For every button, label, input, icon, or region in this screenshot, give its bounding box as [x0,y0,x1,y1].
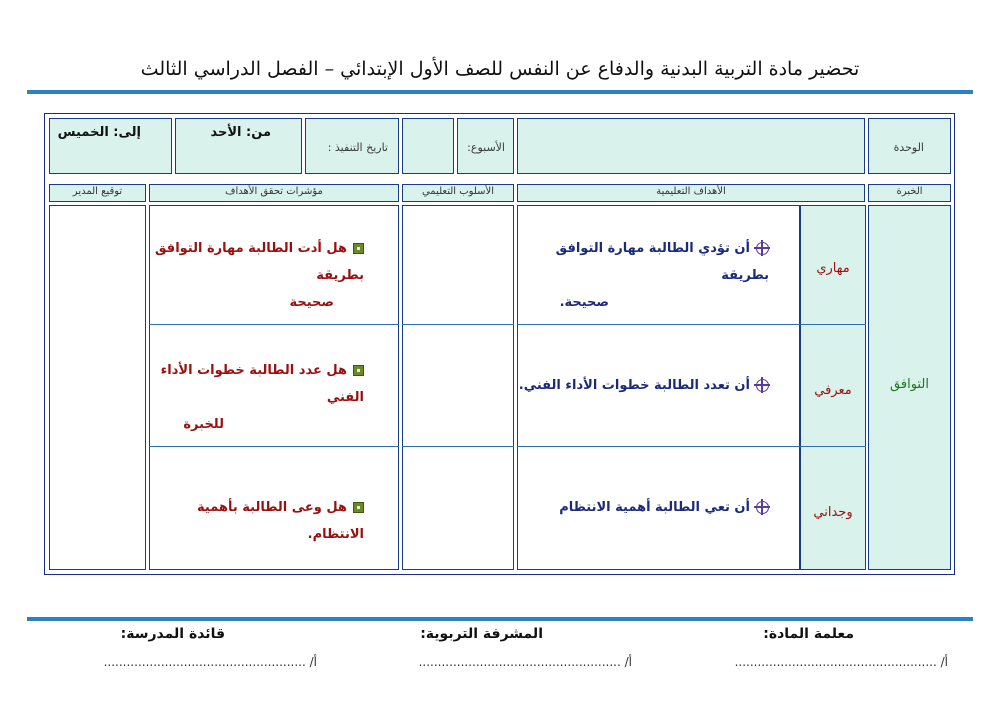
teacher-label: معلمة المادة: [763,626,854,642]
unit-label-cell [868,118,951,174]
plan-table [44,113,955,575]
experience-cell [868,205,951,570]
domain-label: معرفي [814,383,852,398]
square-bullet-icon [353,365,364,376]
objective-item: أن تعي الطالبة أهمية الانتظام [509,494,769,521]
from-label: من: الأحد [210,125,271,140]
row-divider [149,324,399,325]
indicator-item: هل وعى الطالبة بأهمية الانتظام. [197,500,364,542]
indicator-item: هل أدت الطالبة مهارة التوافق بطريقة صحيحة [154,241,364,310]
unit-label: الوحدة [893,141,924,154]
objective-item: أن تعدد الطالبة خطوات الأداء الفني. [509,372,769,399]
row-divider [517,324,800,325]
week-value-cell[interactable] [402,118,454,174]
supervisor-signature-line[interactable]: أ/ ..................................................... [418,655,632,669]
square-bullet-icon [353,502,364,513]
teacher-signature-line[interactable]: أ/ ..................................................... [734,655,948,669]
supervisor-label: المشرفة التربوية: [420,626,543,642]
top-rule [27,90,973,94]
week-label-cell [457,118,514,174]
target-bullet-icon [756,379,769,392]
principal-label: قائدة المدرسة: [120,626,225,642]
to-label: إلى: الخميس [57,125,141,140]
page-title: تحضير مادة التربية البدنية والدفاع عن النفس للصف الأول الإبتدائي – الفصل الدراسي الثالث [140,58,860,80]
row-divider [800,446,866,447]
bottom-rule [27,617,973,621]
experience-value: التوافق [890,377,929,392]
header-principal-sign: توقيع المدير [49,184,146,202]
principal-sign-column[interactable] [49,205,146,570]
principal-signature-line[interactable]: أ/ ..................................................... [103,655,317,669]
header-indicators: مؤشرات تحقق الأهداف [149,184,399,202]
to-cell[interactable] [49,118,172,174]
domain-label: مهاري [816,261,850,276]
header-experience: الخبرة [868,184,951,202]
method-column[interactable] [402,205,514,570]
week-label: الأسبوع: [467,141,505,154]
date-label: تاريخ التنفيذ : [327,141,388,154]
target-bullet-icon [756,242,769,255]
row-divider [402,324,514,325]
date-label-cell [305,118,399,174]
from-cell[interactable] [175,118,302,174]
square-bullet-icon [353,243,364,254]
domain-label: وجداني [813,505,853,520]
indicator-item: هل عدد الطالبة خطوات الأداء الفني للخبرة [160,363,364,432]
row-divider [800,324,866,325]
row-divider [149,446,399,447]
header-method: الأسلوب التعليمي [402,184,514,202]
row-divider [517,446,800,447]
objective-item: أن تؤدي الطالبة مهارة التوافق بطريقة صحيحة. [555,241,769,310]
target-bullet-icon [756,501,769,514]
header-objectives: الأهداف التعليمية [517,184,865,202]
unit-value-cell[interactable] [517,118,865,174]
row-divider [402,446,514,447]
